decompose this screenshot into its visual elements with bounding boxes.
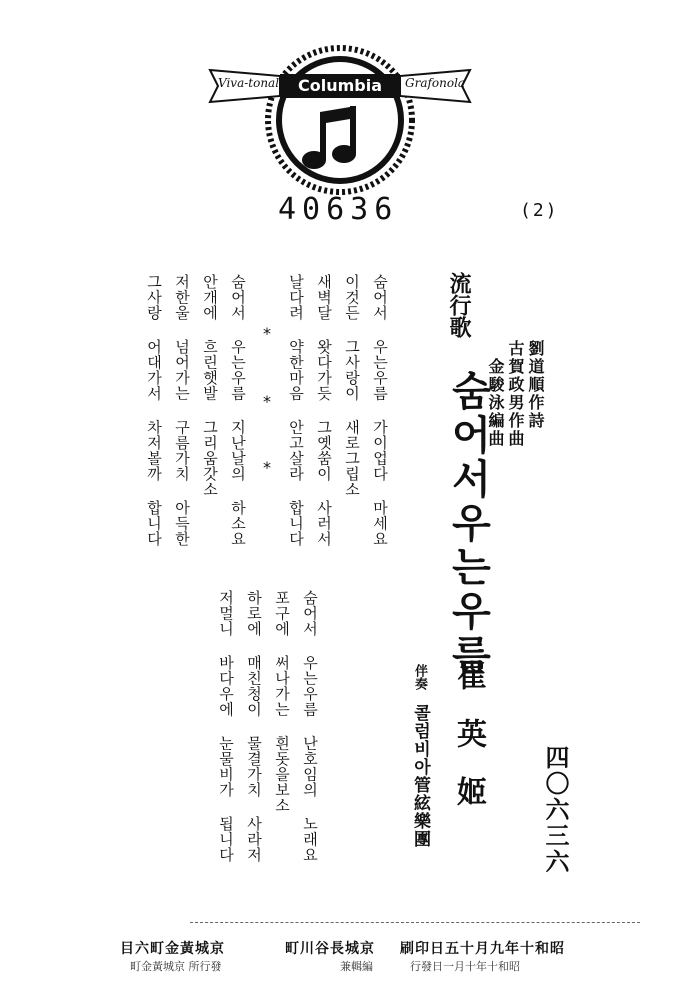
footer-print-date: 昭和十年九月十五日印刷	[400, 941, 565, 957]
lyric-line: 저한울 넘어가는 구름가치 아득한	[173, 274, 191, 547]
footer-editor-address: 京城長谷川町	[285, 941, 375, 957]
logo-right-banner: Grafonola	[405, 76, 466, 90]
footer-publisher-label: 發行所 京城黃金町	[130, 960, 222, 973]
song-title: 숨어서우는우름	[445, 370, 491, 678]
footer-editor-label: 編輯兼	[340, 960, 373, 973]
credit-composer: 古賀政男作曲	[506, 340, 525, 448]
lyric-line: 저멀니 바다우에 눈물비가 됩니다	[217, 590, 235, 863]
verse-separator: *	[263, 324, 271, 343]
catalog-number-kanji: 四〇六三六	[541, 745, 570, 875]
logo-center-banner: Columbia	[298, 76, 383, 95]
lyric-line: 숨어서 우는우름 가이업다 마세요	[371, 274, 389, 547]
accompaniment-label: 伴奏	[412, 664, 427, 690]
lyric-line: 날다려 약한마음 안고살라 합니다	[287, 274, 305, 547]
lyric-line: 새벽달 왓다가듯 그옛쑴이 사러서	[315, 274, 333, 547]
lyric-line: 안개에 흐린햇발 그리움갓소	[201, 274, 219, 497]
footer-divider	[190, 922, 640, 923]
credit-arranger: 金駿泳編曲	[486, 358, 505, 448]
verse-separator: *	[263, 458, 271, 477]
credit-lyrics: 劉道順作詩	[526, 340, 545, 430]
columbia-logo-graphic	[200, 40, 480, 210]
catalog-number: 40636	[278, 192, 399, 227]
lyric-line: 이것든 그사랑이 새로그립소	[343, 274, 361, 497]
columbia-logo	[200, 40, 480, 210]
accompaniment-name: 콜럼비아管絃樂團	[410, 704, 430, 848]
side-indicator: (2)	[520, 200, 559, 221]
lyric-line: 그사랑 어대가서 차저볼까 합니다	[145, 274, 163, 547]
lyric-line: 포구에 써나가는 흰돗을보소	[273, 590, 291, 813]
lyric-line: 하로에 매친청이 물결가치 사라저	[245, 590, 263, 863]
singer-name: 崔英姬	[451, 660, 486, 834]
genre-label: 流行歌	[446, 272, 472, 338]
lyric-line: 숨어서 우는우름 지난날의 하소요	[229, 274, 247, 547]
verse-separator: *	[263, 392, 271, 411]
logo-left-banner: Viva-tonal	[218, 76, 280, 90]
footer-publisher-address: 京城黃金町六目	[120, 941, 225, 957]
footer-issue-date: 昭和十年十月一日發行	[410, 960, 520, 973]
lyric-line: 숨어서 우는우름 난호임의 노래요	[301, 590, 319, 863]
